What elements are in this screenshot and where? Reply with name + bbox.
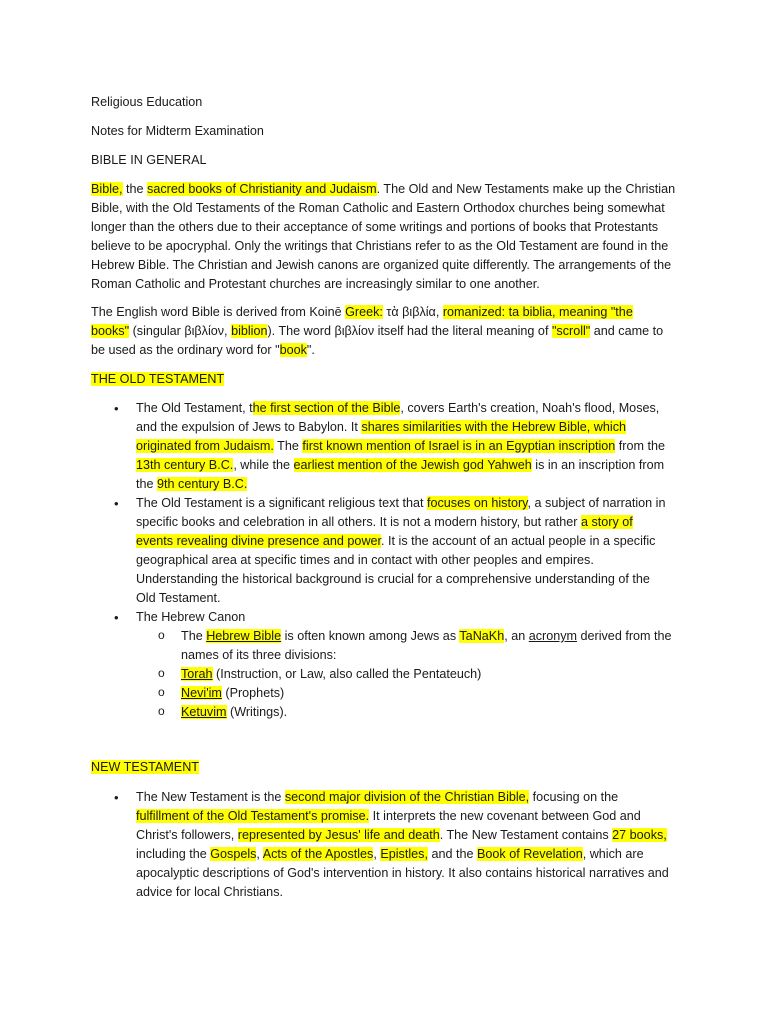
highlight: he first section of the Bible [252,401,401,415]
list-item [136,703,768,722]
text: ). The word βιβλίον itself had the literal meaning of [267,324,552,338]
text-line: longer than the others due to their acceptance of some writings and portions of books that Protestants [91,220,659,234]
highlight: shares similarities with the Hebrew Bible, which [361,420,627,434]
text: (singular βιβλίον, [129,324,232,338]
highlight: Greek: [345,305,383,319]
text: the [136,477,158,491]
section-heading-old-testament [91,370,224,388]
text: . The Old and New Testaments make up the Christian [376,182,676,196]
text: and the [427,847,477,861]
hebrew-bible-link[interactable]: Hebrew Bible [206,629,282,643]
highlight: second major division of the Christian Bible, [284,790,530,804]
text: It interprets the new covenant between God and [369,809,641,823]
hebrew-canon-label: • The Hebrew Canon [136,610,246,624]
text-line: believe to be apocryphal. Only the writings that Christians refer to as the Old Testament are found in the [91,239,669,253]
highlight: earliest mention of the Jewish god Yahweh [293,458,532,472]
text: . The New Testament contains [439,828,613,842]
text-line: Bible, with the Old Testaments of the Roman Catholic and Eastern Orthodox churches being somewhat [91,201,665,215]
highlight: Book of Revelation [476,847,583,861]
text-line: Old Testament. [136,591,221,605]
etymology-paragraph [91,303,681,360]
highlight: TaNaKh [459,629,505,643]
highlight: Epistles, [380,847,428,861]
text: specific books and celebration in all others. It is not a modern history, but rather [136,515,581,529]
highlight: sacred books of Christianity and Judaism [147,182,377,196]
text: τὰ βιβλία, [382,305,443,319]
highlight: 13th century B.C. [136,458,234,472]
highlight: books" [91,324,130,338]
text: , while the [233,458,294,472]
highlight: THE OLD TESTAMENT [91,372,225,386]
text-line: geographical area at specific times and in contact with other peoples and empires. [136,553,594,567]
text: is often known among Jews as [281,629,460,643]
list-item [136,684,768,703]
section-heading-new-testament [91,758,199,776]
acronym-link[interactable]: acronym [528,629,578,643]
text: is in an inscription from [531,458,665,472]
text: , [256,847,263,861]
list-item [136,665,768,684]
new-testament-list [0,788,768,902]
highlight: represented by Jesus' life and death [237,828,440,842]
ketuvim-link[interactable]: Ketuvim [181,705,227,719]
text: The [273,439,303,453]
text: derived from the [577,629,672,643]
text-line: advice for local Christians. [136,885,283,899]
old-testament-list [0,399,768,722]
text: Christ's followers, [136,828,238,842]
list-item [0,788,768,902]
text: The Old Testament, t [136,401,253,415]
intro-paragraph [91,180,681,294]
highlight: originated from Judaism. [136,439,274,453]
text: including the [136,847,211,861]
text: focusing on the [529,790,619,804]
list-item [136,627,768,665]
text: The [181,629,207,643]
text: ". [306,343,315,357]
list-item [0,399,768,494]
text: from the [615,439,665,453]
text: and the expulsion of Jews to Babylon. It [136,420,362,434]
text: (Writings). [226,705,288,719]
highlight: first known mention of Israel is in an Egyptian inscription [302,439,616,453]
text-line: Roman Catholic and Protestant churches are increasingly similar to one another. [91,277,540,291]
text-line: names of its three divisions: [181,648,337,662]
section-heading-bible: BIBLE IN GENERAL [91,153,207,167]
highlight: focuses on history [426,496,528,510]
text: , which are [582,847,644,861]
text: The New Testament is the [136,790,285,804]
text-line: apocalyptic descriptions of God's intervention in history. It also contains historical narratives and [136,866,669,880]
text: , covers Earth's creation, Noah's flood, Moses, [400,401,660,415]
neviim-link[interactable]: Nevi'im [181,686,222,700]
highlight: Acts of the Apostles [262,847,374,861]
highlight: a story of [580,515,633,529]
hebrew-canon-list [136,627,768,722]
highlight: biblion [231,324,268,338]
list-item [0,494,768,608]
text: . It is the account of an actual people in a specific [381,534,656,548]
text: , a subject of narration in [527,496,666,510]
text: (Instruction, or Law, also called the Pentateuch) [212,667,482,681]
highlight: 27 books, [612,828,667,842]
highlight: "scroll" [551,324,591,338]
text: the [122,182,148,196]
text: The Old Testament is a significant religious text that [136,496,427,510]
highlight: book [279,343,307,357]
highlight: events revealing divine presence and power [136,534,382,548]
text: (Prophets) [221,686,285,700]
text: The English word Bible is derived from Koinē [91,305,346,319]
text: , an [504,629,529,643]
highlight: 9th century B.C. [157,477,248,491]
course-title: Religious Education [91,95,203,109]
highlight: Bible, [91,182,123,196]
highlight: fulfillment of the Old Testament's promise. [136,809,370,823]
torah-link[interactable]: Torah [181,667,213,681]
highlight: NEW TESTAMENT [91,760,199,774]
document-subtitle: Notes for Midterm Examination [91,124,264,138]
text: , [373,847,381,861]
text: be used as the ordinary word for " [91,343,280,357]
highlight: romanized: ta biblia, meaning "the [442,305,633,319]
text-line: Hebrew Bible. The Christian and Jewish canons are organized quite differently. The arrangements of the [91,258,672,272]
highlight: Gospels [210,847,257,861]
list-item [0,608,768,722]
text: and came to [590,324,664,338]
text-line: Understanding the historical background is crucial for a comprehensive understanding of the [136,572,650,586]
